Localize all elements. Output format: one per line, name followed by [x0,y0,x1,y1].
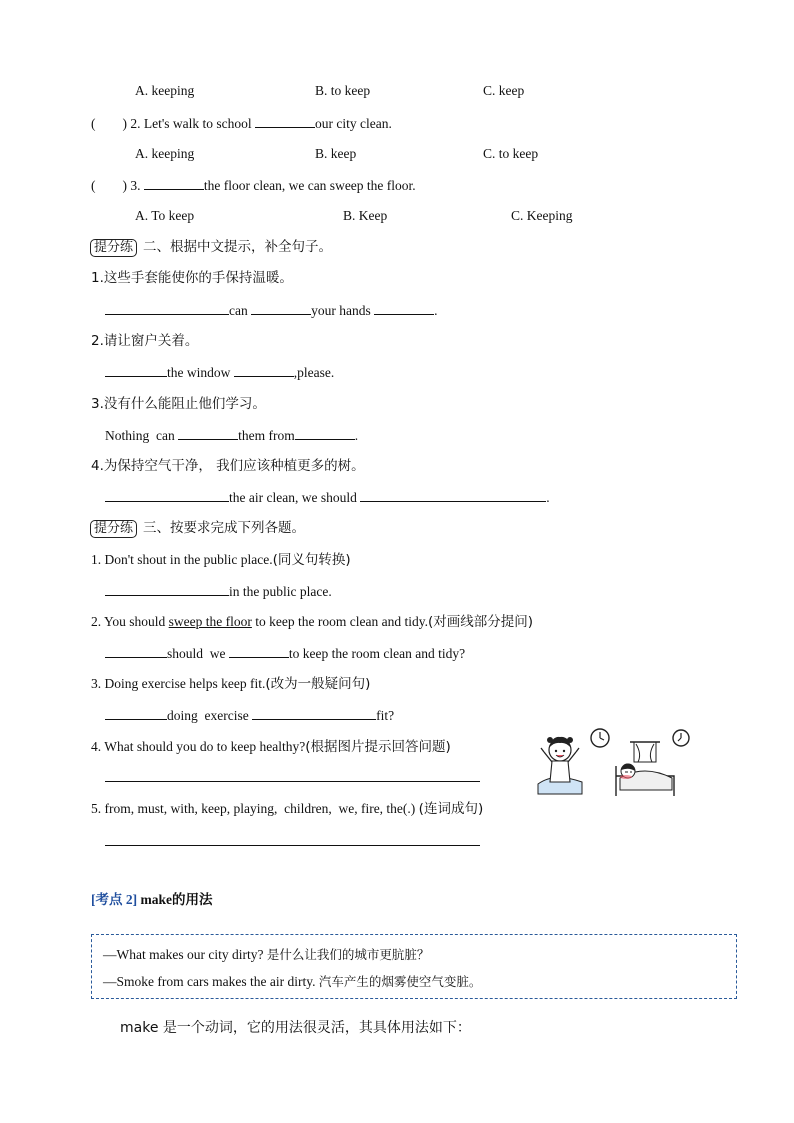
question-2 [91,114,392,133]
practice-tag: 提分练 [90,520,137,538]
example-line-2 [103,973,481,991]
q2-option-c: C. to keep [483,146,539,161]
answer-blank[interactable] [105,488,229,502]
answer-blank[interactable] [178,426,238,440]
question-3 [91,176,416,195]
answer-blank[interactable] [105,706,167,720]
task-text: 1. Don't shout in the public place. [91,552,273,567]
task-instruction: (对画线部分提问) [427,614,534,630]
key-point-2-title [91,891,213,909]
section-3-heading [90,519,305,538]
key-point-word: make [140,892,172,907]
text-segment: the air clean, we should [229,490,357,505]
task-3-answer-line [105,706,394,725]
text-segment: the window [167,365,231,380]
item-1-prompt: 1.这些手套能使你的手保持温暖。 [91,270,293,286]
answer-paren: ( ) [91,178,127,193]
key-point-label: [考点 2] [91,892,138,907]
task-instruction: (根据图片提示回答问题) [305,739,451,755]
task-1 [91,551,351,569]
text-segment: . [546,490,550,505]
text-segment: should we [167,646,226,661]
healthy-habits-illustration [524,724,694,798]
answer-paren: ( ) [91,116,127,131]
answer-blank[interactable] [105,768,480,782]
text-segment: Nothing can [105,428,175,443]
example-line-1 [103,946,429,964]
answer-blank[interactable] [251,301,311,315]
task-text: 2. You should [91,614,166,629]
q2-option-a: A. keeping [135,146,195,161]
answer-blank[interactable] [295,426,355,440]
answer-blank[interactable] [105,301,229,315]
answer-blank[interactable] [105,363,167,377]
answer-blank[interactable] [252,706,376,720]
clock-icon [673,730,689,746]
section-title: 三、按要求完成下列各题。 [143,520,306,536]
clock-icon [591,729,609,747]
answer-blank[interactable] [105,582,229,596]
example-chinese: 是什么让我们的城市更肮脏？ [266,947,430,962]
item-1-answer-line [105,301,437,320]
text-segment: ,please. [293,365,335,380]
text-segment: them from [238,428,295,443]
answer-blank[interactable] [374,301,434,315]
task-text: 4. What should you do to keep healthy? [91,739,306,754]
task-1-answer-line [105,582,332,601]
text-segment: doing exercise [167,708,249,723]
task-instruction: (连词成句) [418,801,484,817]
task-3 [91,675,370,693]
q2-option-b: B. keep [315,146,357,161]
task-instruction: (同义句转换) [272,552,351,568]
text-segment: . [434,303,438,318]
underlined-phrase: sweep the floor [168,614,252,629]
q1-option-a: A. keeping [135,83,195,98]
task-4 [91,738,451,756]
answer-blank[interactable] [229,644,289,658]
text-segment: fit? [376,708,395,723]
key-point-subtitle: 的用法 [172,892,213,908]
answer-blank[interactable] [144,176,204,190]
text-segment: . [354,428,359,443]
question-text: 3. [130,178,141,193]
text-segment: in the public place. [229,584,332,599]
section-2-heading [90,238,332,257]
task-text: 5. from, must, with, keep, playing, children, we, fire, the(.) [91,801,419,816]
question-tail: our city clean. [315,116,392,131]
answer-blank[interactable] [105,832,480,846]
task-4-answer-line [105,768,480,787]
q3-option-a: A. To keep [135,208,195,223]
example-english: —What makes our city dirty? [103,947,264,962]
item-4-prompt: 4.为保持空气干净， 我们应该种植更多的树。 [91,458,365,474]
item-2-answer-line [105,363,334,382]
text-segment: to keep the room clean and tidy? [288,646,466,661]
task-2 [91,613,533,631]
task-text: 3. Doing exercise helps keep fit. [91,676,266,691]
item-4-answer-line [105,488,550,507]
girl-waking-icon [538,737,582,794]
answer-blank[interactable] [360,488,546,502]
q1-option-b: B. to keep [315,83,371,98]
task-instruction: (改为一般疑问句) [265,676,371,692]
item-3-prompt: 3.没有什么能阻止他们学习。 [91,396,266,412]
task-2-answer-line [105,644,465,663]
q1-option-c: C. keep [483,83,525,98]
example-chinese: 汽车产生的烟雾使空气变脏。 [318,974,482,989]
practice-tag: 提分练 [90,239,137,257]
make-intro: make 是一个动词，它的用法很灵活，其具体用法如下： [120,1020,471,1036]
item-2-prompt: 2.请让窗户关着。 [91,333,199,349]
task-5-answer-line [105,832,480,851]
answer-blank[interactable] [234,363,294,377]
task-5 [91,800,483,818]
girl-sleeping-icon [616,742,674,796]
example-english: —Smoke from cars makes the air dirty. [103,974,316,989]
text-segment: your hands [311,303,371,318]
answer-blank[interactable] [105,644,167,658]
text-segment: can [229,303,248,318]
question-tail: the floor clean, we can sweep the floor. [203,178,416,193]
item-3-answer-line [105,426,358,445]
q3-option-c: C. Keeping [511,208,573,223]
task-text: to keep the room clean and tidy. [255,614,428,629]
question-text: 2. Let's walk to school [130,116,252,131]
answer-blank[interactable] [255,114,315,128]
q3-option-b: B. Keep [343,208,388,223]
section-title: 二、根据中文提示，补全句子。 [143,239,333,255]
